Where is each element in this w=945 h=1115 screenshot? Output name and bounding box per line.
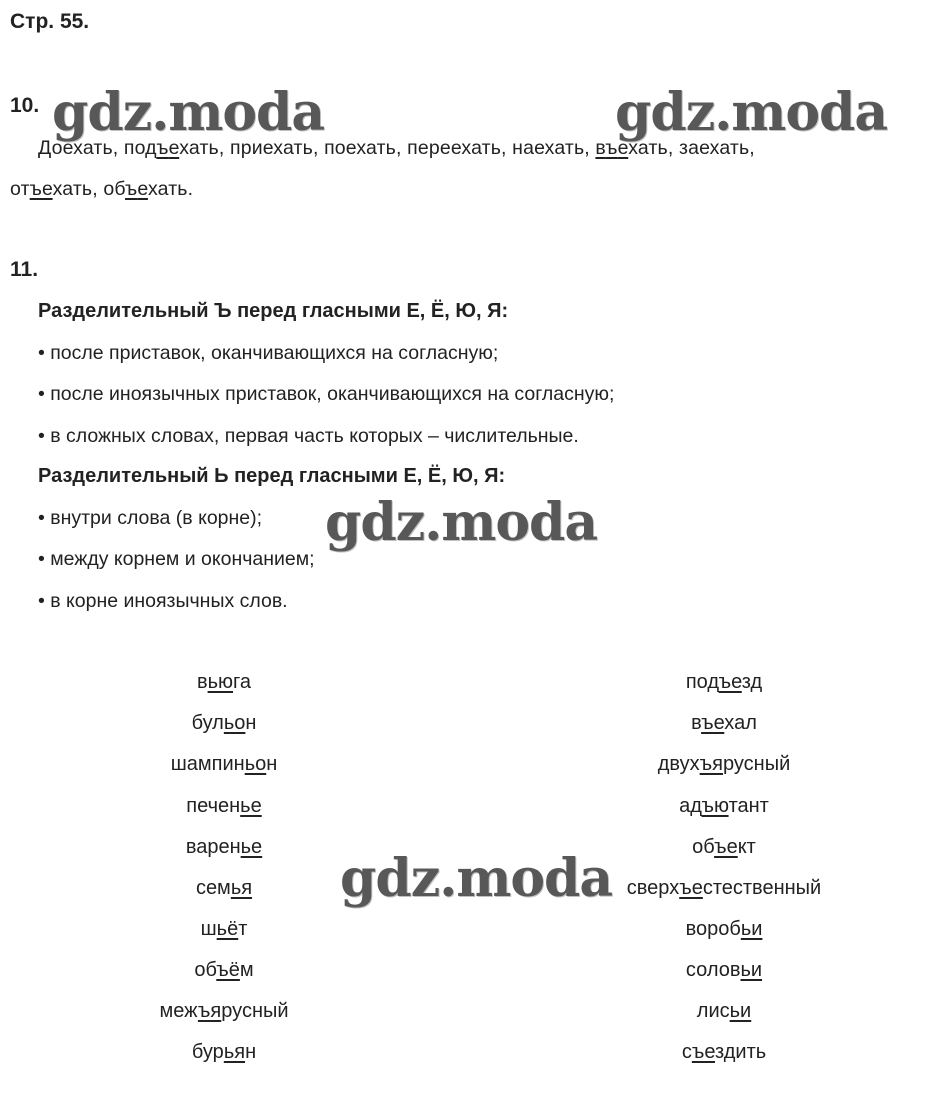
- underlined-letter: ъю: [701, 795, 729, 817]
- underlined-letter: ья: [223, 1041, 246, 1063]
- text-segment: хать, об: [52, 178, 126, 200]
- task-11-number: 11.: [10, 258, 39, 281]
- underlined-letter: в: [595, 137, 606, 159]
- soft-sign-word: [171, 753, 278, 776]
- hard-sign-word: [697, 1000, 751, 1023]
- text-segment: меж: [159, 1000, 198, 1022]
- hard-sign-word: [658, 753, 790, 776]
- underlined-letter: ъе: [691, 1041, 716, 1063]
- text-segment: га: [233, 671, 252, 693]
- text-segment: н: [245, 1041, 257, 1063]
- watermark-logo: gdz.moda: [340, 848, 613, 909]
- soft-sign-word: [186, 836, 262, 859]
- rule-item: • в корне иноязычных слов.: [38, 590, 288, 612]
- rule-item: • в сложных словах, первая часть которых – числительные.: [38, 425, 579, 447]
- text-segment: солов: [685, 959, 741, 981]
- text-segment: Доехать, под: [38, 137, 157, 159]
- underlined-letter: е: [168, 137, 180, 159]
- text-segment: ш: [200, 918, 217, 940]
- soft-sign-word: [192, 1041, 256, 1064]
- underlined-letter: ъе: [714, 836, 738, 858]
- soft-sign-word: [201, 918, 248, 941]
- hard-sign-word: [686, 671, 762, 694]
- task-10-text-line-1: [38, 137, 755, 160]
- text-segment: об: [194, 959, 217, 981]
- text-segment: шампин: [170, 753, 245, 775]
- text-segment: сверх: [626, 877, 680, 899]
- text-segment: хать.: [147, 178, 194, 200]
- text-segment: м: [239, 959, 254, 981]
- text-segment: варен: [185, 836, 241, 858]
- text-segment: бур: [191, 1041, 224, 1063]
- underlined-letter: ъ: [125, 178, 138, 200]
- text-segment: с: [681, 1041, 692, 1063]
- page-title: Стр. 55.: [10, 10, 90, 33]
- underlined-letter: ъё: [216, 959, 240, 981]
- underlined-letter: ъ: [605, 137, 618, 159]
- underlined-letter: ъ: [29, 178, 42, 200]
- text-segment: русный: [221, 1000, 289, 1022]
- rule-item: • после приставок, оканчивающихся на согласную;: [38, 342, 499, 364]
- underlined-letter: ъе: [718, 671, 742, 693]
- task-10-number: 10.: [10, 94, 40, 117]
- text-segment: хал: [724, 712, 757, 734]
- rule-item: • после иноязычных приставок, оканчивающихся на согласную;: [38, 383, 615, 405]
- text-segment: н: [245, 712, 257, 734]
- text-segment: об: [692, 836, 715, 858]
- soft-sign-word: [194, 959, 253, 982]
- hard-sign-word: [679, 795, 769, 818]
- text-segment: ад: [679, 795, 702, 817]
- text-segment: русный: [722, 753, 791, 775]
- underlined-letter: ьо: [223, 712, 246, 734]
- hard-sign-word: [686, 918, 763, 941]
- underlined-letter: ъе: [701, 712, 725, 734]
- text-segment: н: [266, 753, 278, 775]
- rule-item: • между корнем и окончанием;: [38, 548, 315, 570]
- text-segment: вороб: [685, 918, 741, 940]
- underlined-letter: ьё: [216, 918, 239, 940]
- watermark-logo: gdz.moda: [52, 82, 325, 143]
- text-segment: от: [10, 178, 30, 200]
- hard-sign-word: [691, 712, 757, 735]
- underlined-letter: ъя: [699, 753, 723, 775]
- text-segment: здить: [715, 1041, 767, 1063]
- soft-sign-word: [159, 1000, 288, 1023]
- underlined-letter: е: [42, 178, 53, 200]
- soft-sign-rule-heading: Разделительный Ь перед гласными Е, Ё, Ю, Я:: [38, 465, 506, 487]
- text-segment: в: [196, 671, 208, 693]
- underlined-letter: ъе: [679, 877, 703, 899]
- hard-sign-word: [692, 836, 756, 859]
- text-segment: хать, приехать, поехать, переехать, наехать,: [179, 137, 596, 159]
- hard-sign-word: [686, 959, 762, 982]
- text-segment: тант: [728, 795, 769, 817]
- underlined-letter: ью: [207, 671, 234, 693]
- text-segment: сем: [195, 877, 231, 899]
- text-segment: в: [691, 712, 702, 734]
- hard-sign-word: [627, 877, 821, 900]
- soft-sign-word: [196, 877, 252, 900]
- text-segment: двух: [657, 753, 700, 775]
- underlined-letter: е: [137, 178, 148, 200]
- underlined-letter: ъя: [197, 1000, 222, 1022]
- hard-sign-rule-heading: Разделительный Ъ перед гласными Е, Ё, Ю, Я:: [38, 300, 509, 322]
- soft-sign-word: [186, 795, 261, 818]
- text-segment: т: [238, 918, 248, 940]
- watermark-logo: gdz.moda: [325, 492, 598, 553]
- rule-item: • внутри слова (в корне);: [38, 507, 263, 529]
- text-segment: хать, заехать,: [628, 137, 755, 159]
- underlined-letter: ьи: [729, 1000, 752, 1022]
- hard-sign-word: [682, 1041, 766, 1064]
- text-segment: кт: [737, 836, 756, 858]
- underlined-letter: ьо: [244, 753, 267, 775]
- soft-sign-word: [192, 712, 257, 735]
- underlined-letter: е: [617, 137, 629, 159]
- underlined-letter: ья: [230, 877, 253, 899]
- text-segment: зд: [741, 671, 763, 693]
- underlined-letter: ьи: [740, 959, 763, 981]
- underlined-letter: ье: [240, 836, 263, 858]
- underlined-letter: ъ: [156, 137, 169, 159]
- underlined-letter: ье: [240, 795, 262, 817]
- task-10-text-line-2: [10, 178, 193, 201]
- underlined-letter: ьи: [740, 918, 763, 940]
- text-segment: под: [685, 671, 719, 693]
- text-segment: стественный: [702, 877, 822, 899]
- text-segment: печен: [186, 795, 241, 817]
- text-segment: бул: [191, 712, 224, 734]
- soft-sign-word: [197, 671, 251, 694]
- watermark-logo: gdz.moda: [615, 82, 888, 143]
- text-segment: лис: [696, 1000, 730, 1022]
